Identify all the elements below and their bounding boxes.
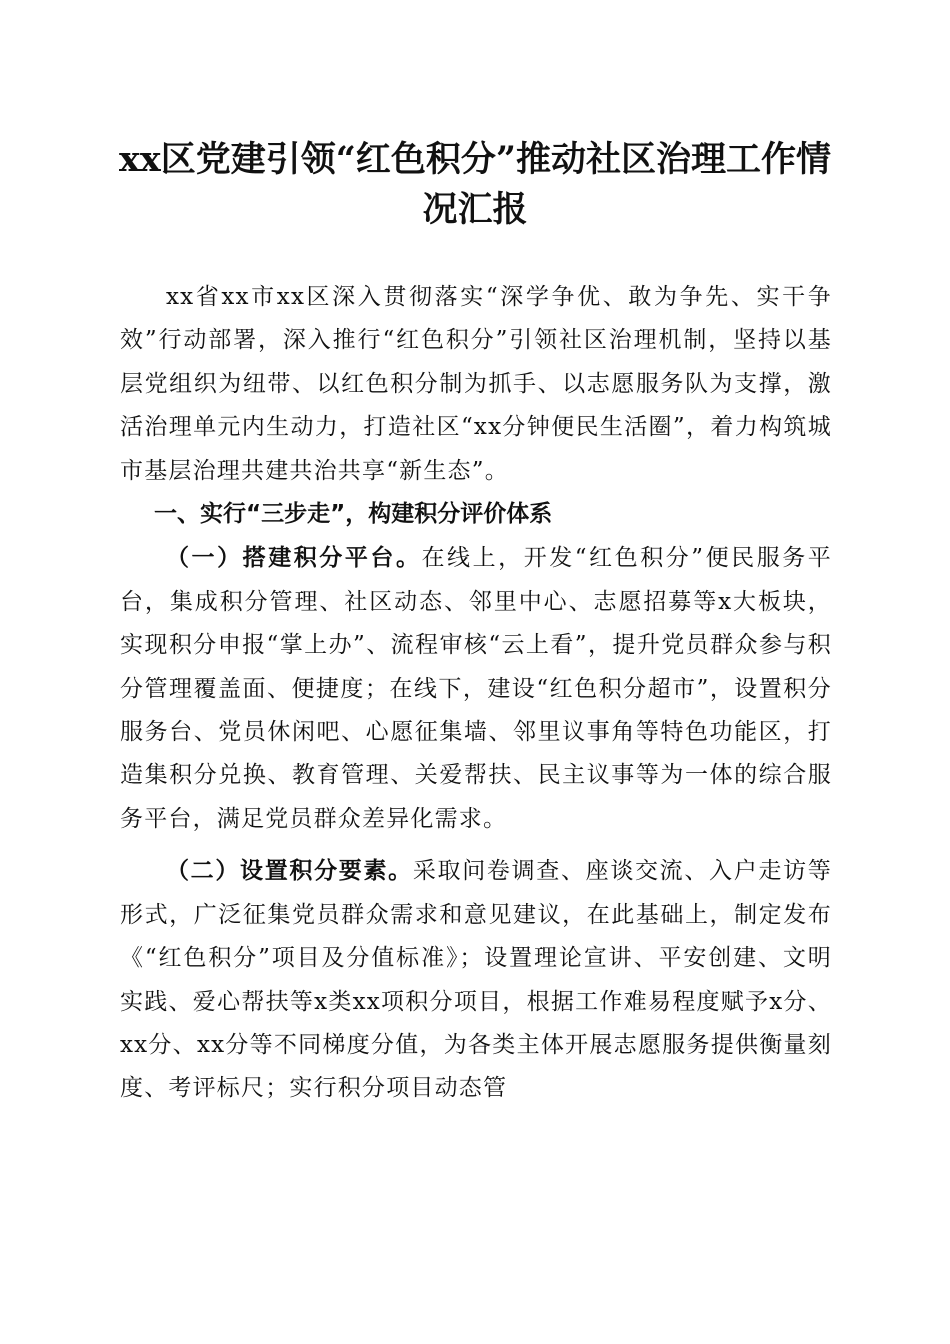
document-body [120, 276, 832, 1111]
section-heading: 一、实行“三步走”，构建积分评价体系 [154, 501, 553, 528]
item-lead-elements: （二）设置积分要素。 [166, 857, 413, 885]
item-text-elements: 采取问卷调查、座谈交流、入户走访等形式，广泛征集党员群众需求和意见建议，在此基础上，制定发布《“红色积分”项目及分值标准》；设置理论宣讲、平安创建、文明实践、爱心帮扶等x类xx项积分项目，根据工作难易程度赋予x分、xx分、xx分等不同梯度分值，为各类主体开展志愿服务提供衡量刻度、考评标尺；实行积分项目动态管 [120, 858, 832, 1102]
item-paragraph-platform [120, 536, 832, 841]
item-paragraph-elements [120, 849, 832, 1110]
item-text-platform: 在线上，开发“红色积分”便民服务平台，集成积分管理、社区动态、邻里中心、志愿招募等x大板块，实现积分申报“掌上办”、流程审核“云上看”，提升党员群众参与积分管理覆盖面、便捷度；在线下，建设“红色积分超市”，设置积分服务台、党员休闲吧、心愿征集墙、邻里议事角等特色功能区，打造集积分兑换、教育管理、关爱帮扶、民主议事等为一体的综合服务平台，满足党员群众差异化需求。 [120, 545, 833, 832]
item-lead-platform: （一）搭建积分平台。 [166, 544, 422, 572]
document-title: xx区党建引领“红色积分”推动社区治理工作情况汇报 [119, 139, 831, 230]
intro-paragraph: xx省xx市xx区深入贯彻落实“深学争优、敢为争先、实干争效”行动部署，深入推行“红色积分”引领社区治理机制，坚持以基层党组织为纽带、以红色积分制为抓手、以志愿服务队为支撑，激活治理单元内生动力，打造社区“xx分钟便民生活圈”，着力构筑城市基层治理共建共治共享“新生态”。 [120, 284, 832, 484]
